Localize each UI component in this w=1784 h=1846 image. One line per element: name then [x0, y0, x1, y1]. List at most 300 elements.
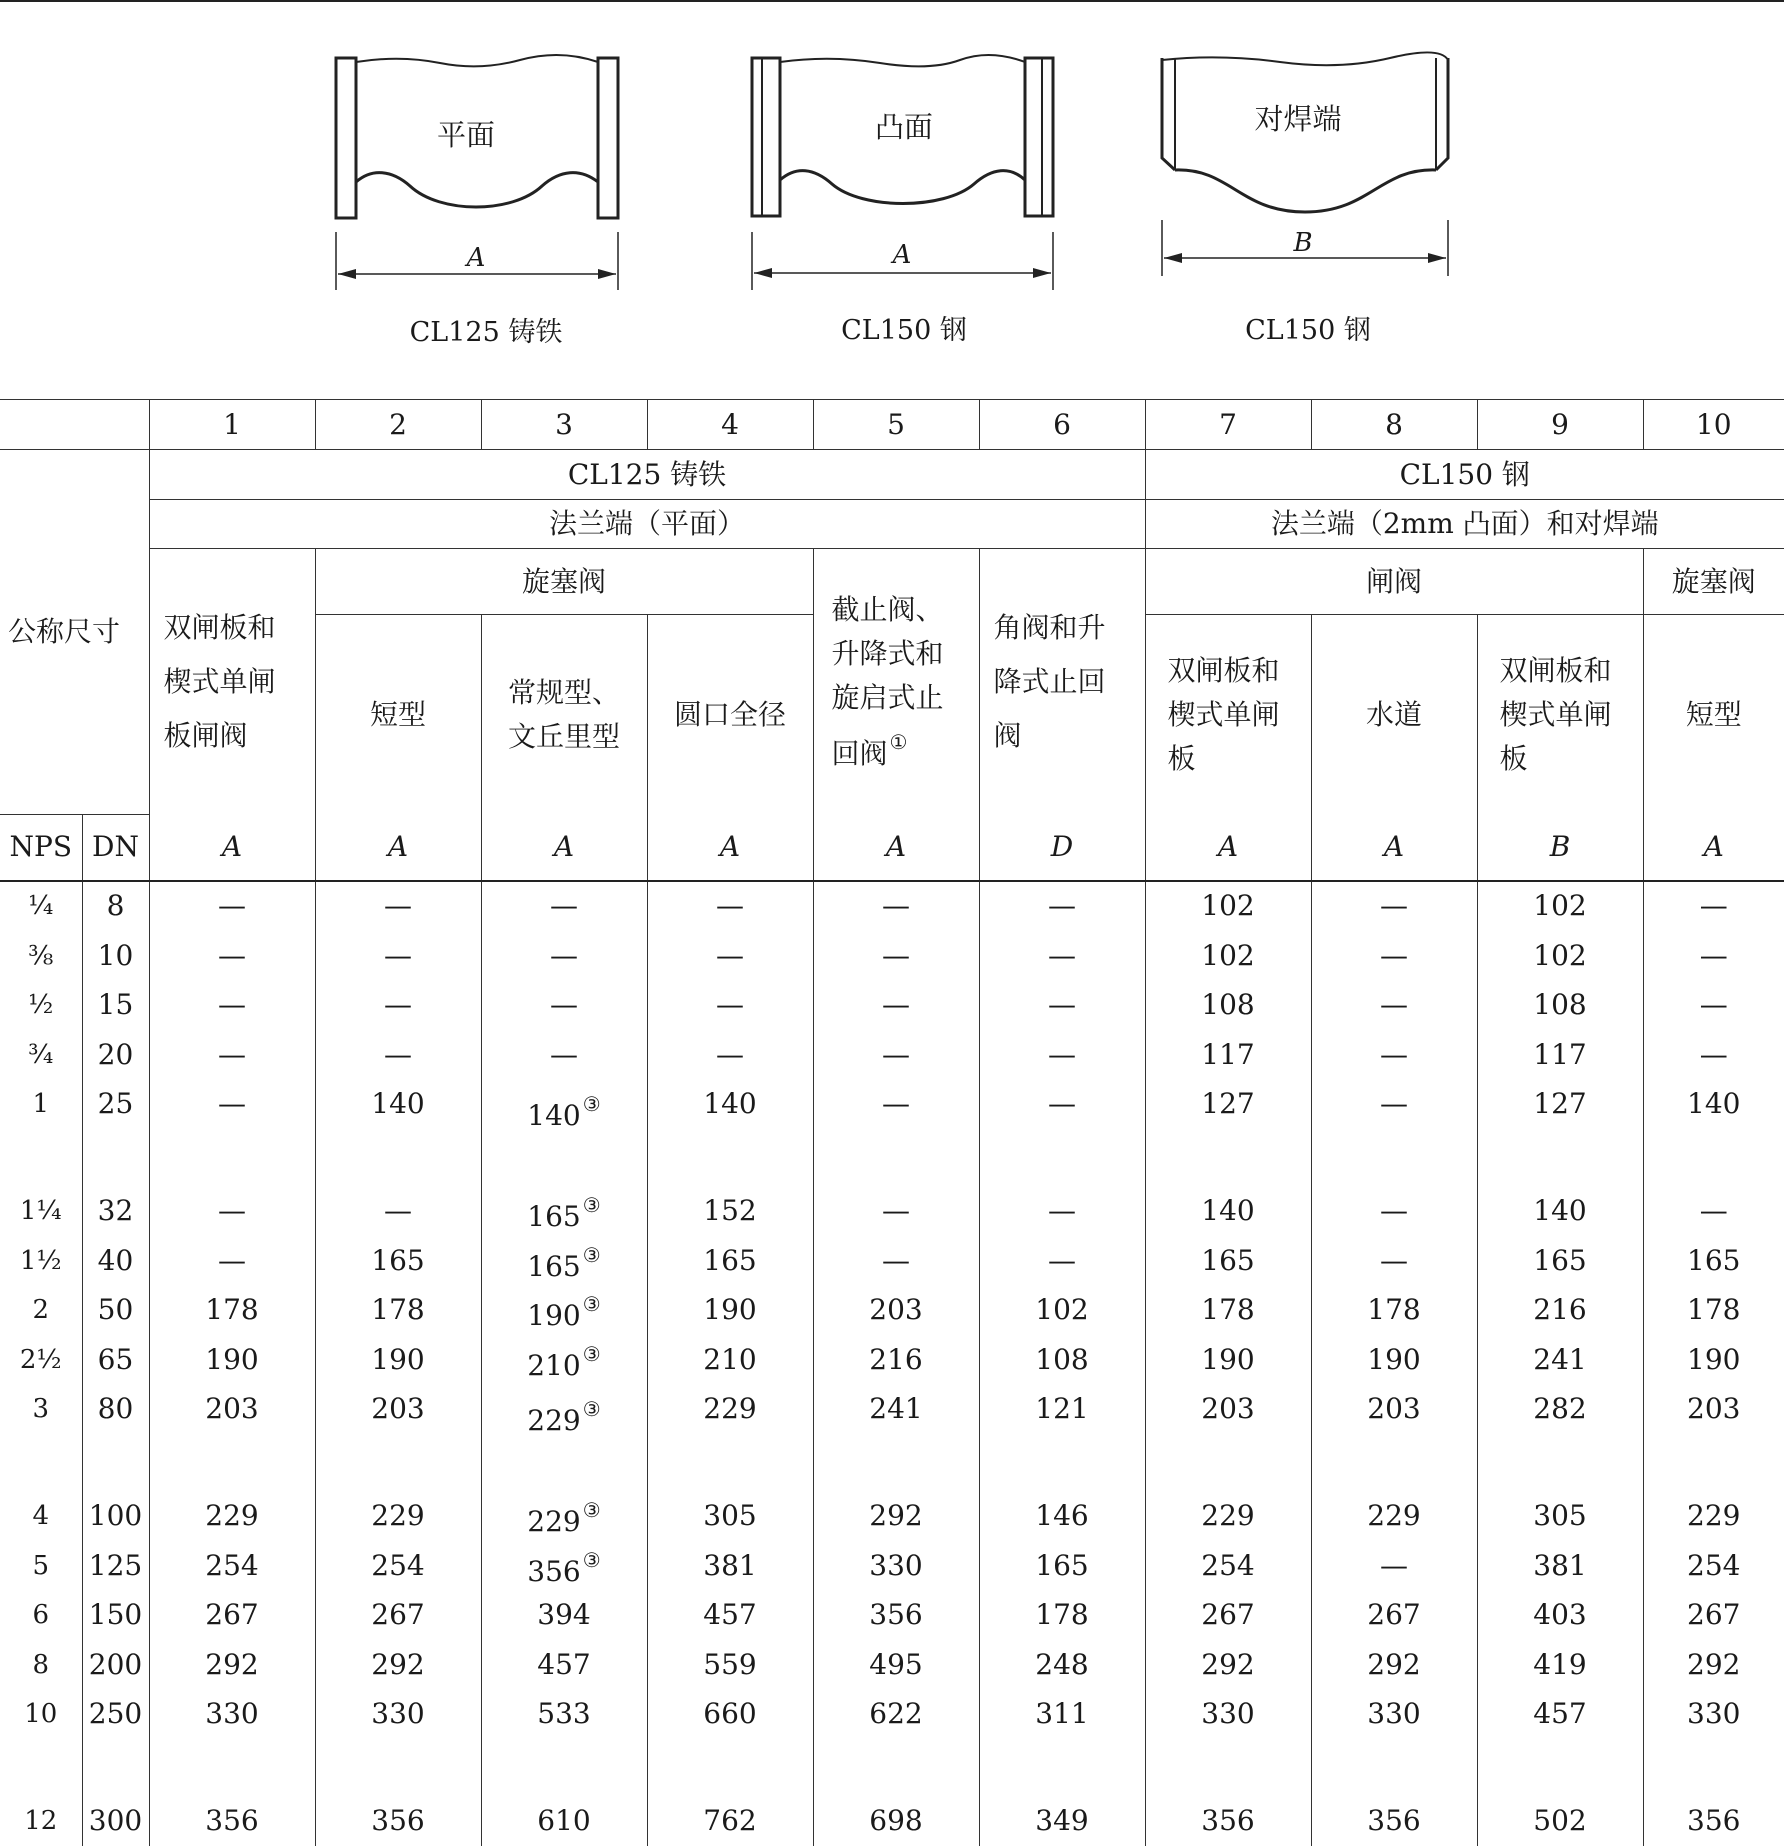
value-text: —: [882, 1244, 910, 1277]
nps-cell: 2: [0, 1286, 82, 1336]
value-cell-col-1: [149, 881, 315, 932]
symbol-col-9: B: [1477, 815, 1643, 881]
value-text: 102: [1533, 939, 1586, 972]
value-cell-col-6: [979, 1541, 1145, 1591]
table-row: [0, 981, 1784, 1031]
value-text: 241: [869, 1392, 922, 1425]
value-cell-col-9: [1477, 1080, 1643, 1187]
col-number-7: 7: [1145, 400, 1311, 450]
value-cell-col-3: [481, 1030, 647, 1080]
table-row: [0, 881, 1784, 932]
plug-valve-group-header: 旋塞阀: [315, 549, 813, 615]
value-text: 330: [371, 1697, 424, 1730]
value-text: —: [218, 1194, 246, 1227]
col10-header-short: 短型: [1643, 615, 1784, 815]
value-text: 267: [1367, 1598, 1420, 1631]
col2-header-short: 短型: [315, 615, 481, 815]
col8-header-waterway: 水道: [1311, 615, 1477, 815]
value-text: 117: [1201, 1038, 1254, 1071]
value-cell-col-6: [979, 1797, 1145, 1846]
value-cell-col-4: [647, 1690, 813, 1797]
col4-header-round-port: 圆口全径: [647, 615, 813, 815]
value-cell-col-8: [1311, 981, 1477, 1031]
value-cell-col-9: [1477, 1492, 1643, 1542]
value-cell-col-9: [1477, 1335, 1643, 1385]
value-text: 282: [1533, 1392, 1586, 1425]
value-text: 152: [703, 1194, 756, 1227]
dn-cell: 40: [82, 1236, 149, 1286]
value-cell-col-3: [481, 1080, 647, 1187]
value-text: —: [218, 1087, 246, 1120]
value-text: —: [384, 1194, 412, 1227]
table-row: [0, 1797, 1784, 1846]
value-text: 190: [371, 1343, 424, 1376]
table-row: [0, 1080, 1784, 1187]
value-cell-col-9: [1477, 931, 1643, 981]
col3-header-regular-venturi: 常规型、文丘里型: [481, 615, 647, 815]
value-cell-col-10: [1643, 1385, 1784, 1492]
value-cell-col-5: [813, 1690, 979, 1797]
value-text: 102: [1201, 939, 1254, 972]
value-cell-col-8: [1311, 931, 1477, 981]
value-text: 127: [1533, 1087, 1586, 1120]
value-cell-col-10: [1643, 1541, 1784, 1591]
value-text: 165: [527, 1200, 580, 1233]
value-cell-col-9: [1477, 1286, 1643, 1336]
value-text: 178: [1367, 1293, 1420, 1326]
value-text: 108: [1201, 988, 1254, 1021]
value-text: 216: [1533, 1293, 1586, 1326]
value-text: 146: [1035, 1499, 1088, 1532]
table-row: [0, 1236, 1784, 1286]
value-cell-col-2: [315, 1541, 481, 1591]
value-text: 305: [703, 1499, 756, 1532]
table-row: [0, 1286, 1784, 1336]
valve-end-figures: [0, 0, 1784, 400]
col5-footnote-mark: ①: [890, 730, 908, 754]
value-text: —: [882, 889, 910, 922]
value-text: —: [882, 1038, 910, 1071]
value-cell-col-2: [315, 881, 481, 932]
value-cell-col-9: [1477, 1385, 1643, 1492]
value-text: —: [218, 939, 246, 972]
value-cell-col-8: [1311, 1541, 1477, 1591]
symbol-col-7: A: [1145, 815, 1311, 881]
value-text: 330: [1201, 1697, 1254, 1730]
value-cell-col-2: [315, 931, 481, 981]
nps-cell: 5: [0, 1541, 82, 1591]
value-cell-col-8: [1311, 1690, 1477, 1797]
value-text: 140: [1533, 1194, 1586, 1227]
value-cell-col-1: [149, 1236, 315, 1286]
plug-valve-group-header-2: 旋塞阀: [1643, 549, 1784, 615]
value-cell-col-6: [979, 1080, 1145, 1187]
value-text: 178: [371, 1293, 424, 1326]
value-cell-col-8: [1311, 1797, 1477, 1846]
value-cell-col-9: [1477, 1797, 1643, 1846]
value-text: 229: [205, 1499, 258, 1532]
value-cell-col-1: [149, 931, 315, 981]
value-text: 165: [1533, 1244, 1586, 1277]
value-text: 102: [1035, 1293, 1088, 1326]
value-cell-col-5: [813, 1385, 979, 1492]
value-text: —: [882, 1087, 910, 1120]
value-text: —: [1700, 939, 1728, 972]
table-row: [0, 1492, 1784, 1542]
value-cell-col-6: [979, 1385, 1145, 1492]
value-cell-col-4: [647, 1236, 813, 1286]
value-text: 190: [1687, 1343, 1740, 1376]
table-row: [0, 1640, 1784, 1690]
value-cell-col-4: [647, 881, 813, 932]
value-cell-col-4: [647, 1030, 813, 1080]
footnote-3-mark: ③: [583, 1292, 601, 1316]
value-text: 117: [1533, 1038, 1586, 1071]
value-text: 190: [1201, 1343, 1254, 1376]
value-text: 419: [1533, 1648, 1586, 1681]
value-cell-col-8: [1311, 1385, 1477, 1492]
nps-cell: 6: [0, 1591, 82, 1641]
value-text: 190: [527, 1299, 580, 1332]
value-cell-col-5: [813, 931, 979, 981]
value-text: 254: [1687, 1549, 1740, 1582]
nps-cell: 8: [0, 1640, 82, 1690]
value-cell-col-10: [1643, 931, 1784, 981]
value-cell-col-8: [1311, 1286, 1477, 1336]
value-cell-col-5: [813, 1236, 979, 1286]
table-body: [0, 881, 1784, 1846]
value-text: 108: [1533, 988, 1586, 1021]
symbol-col-1: A: [149, 815, 315, 881]
footnote-3-mark: ③: [583, 1243, 601, 1267]
value-text: —: [1048, 1087, 1076, 1120]
nominal-size-header: 公称尺寸: [0, 450, 149, 815]
value-cell-col-8: [1311, 1187, 1477, 1237]
symbol-col-3: A: [481, 815, 647, 881]
value-text: 229: [1367, 1499, 1420, 1532]
value-text: 241: [1533, 1343, 1586, 1376]
value-text: —: [1048, 939, 1076, 972]
value-cell-col-4: [647, 1541, 813, 1591]
value-text: 165: [1687, 1244, 1740, 1277]
table-row: [0, 1187, 1784, 1237]
value-cell-col-10: [1643, 1797, 1784, 1846]
value-text: —: [882, 988, 910, 1021]
value-cell-col-9: [1477, 1591, 1643, 1641]
col5-header-globe-check-valve: [813, 549, 979, 815]
gate-valve-group-header: 闸阀: [1145, 549, 1643, 615]
value-text: 248: [1035, 1648, 1088, 1681]
value-text: —: [1048, 889, 1076, 922]
value-cell-col-7: [1145, 881, 1311, 932]
value-cell-col-8: [1311, 1640, 1477, 1690]
value-cell-col-5: [813, 1080, 979, 1187]
cl150-end-type-header: 法兰端（2mm 凸面）和对焊端: [1145, 500, 1784, 549]
value-cell-col-1: [149, 981, 315, 1031]
value-cell-col-6: [979, 1187, 1145, 1237]
value-cell-col-2: [315, 1335, 481, 1385]
cl150-steel-header: CL150 钢: [1145, 450, 1784, 500]
value-cell-col-4: [647, 931, 813, 981]
dn-cell: 10: [82, 931, 149, 981]
dn-cell: 65: [82, 1335, 149, 1385]
symbol-row: [0, 815, 1784, 881]
value-cell-col-4: [647, 1385, 813, 1492]
value-text: 330: [869, 1549, 922, 1582]
value-cell-col-3: [481, 1797, 647, 1846]
value-cell-col-9: [1477, 1236, 1643, 1286]
value-text: 254: [1201, 1549, 1254, 1582]
value-cell-col-3: [481, 1385, 647, 1492]
value-cell-col-2: [315, 1286, 481, 1336]
value-text: 140: [1201, 1194, 1254, 1227]
nps-cell: 1½: [0, 1236, 82, 1286]
dn-cell: 25: [82, 1080, 149, 1187]
value-text: —: [1048, 1038, 1076, 1071]
value-text: 349: [1035, 1804, 1088, 1837]
value-cell-col-10: [1643, 1335, 1784, 1385]
nps-cell: 3: [0, 1385, 82, 1492]
value-cell-col-1: [149, 1690, 315, 1797]
value-cell-col-7: [1145, 1030, 1311, 1080]
value-text: 267: [1687, 1598, 1740, 1631]
value-cell-col-6: [979, 931, 1145, 981]
value-text: 381: [1533, 1549, 1586, 1582]
value-cell-col-3: [481, 981, 647, 1031]
value-cell-col-4: [647, 1080, 813, 1187]
table-row: [0, 1335, 1784, 1385]
value-cell-col-2: [315, 1640, 481, 1690]
value-text: 330: [1367, 1697, 1420, 1730]
value-cell-col-10: [1643, 1236, 1784, 1286]
value-cell-col-2: [315, 1492, 481, 1542]
value-cell-col-1: [149, 1591, 315, 1641]
value-text: —: [218, 889, 246, 922]
value-text: —: [1380, 1194, 1408, 1227]
value-text: —: [218, 1038, 246, 1071]
value-text: 356: [1201, 1804, 1254, 1837]
value-cell-col-9: [1477, 1640, 1643, 1690]
value-cell-col-4: [647, 1492, 813, 1542]
dn-cell: 8: [82, 881, 149, 932]
value-cell-col-7: [1145, 1640, 1311, 1690]
col-number-9: 9: [1477, 400, 1643, 450]
value-text: 229: [1687, 1499, 1740, 1532]
value-text: 533: [537, 1697, 590, 1730]
value-text: —: [1048, 1244, 1076, 1277]
value-text: —: [550, 988, 578, 1021]
value-text: 495: [869, 1648, 922, 1681]
value-cell-col-2: [315, 1030, 481, 1080]
value-cell-col-1: [149, 1541, 315, 1591]
col6-header-angle-valve: 角阀和升降式止回阀: [979, 549, 1145, 815]
value-cell-col-2: [315, 981, 481, 1031]
value-cell-col-5: [813, 1335, 979, 1385]
value-cell-col-9: [1477, 981, 1643, 1031]
value-text: 229: [527, 1404, 580, 1437]
cl125-end-type-header: 法兰端（平面）: [149, 500, 1145, 549]
value-cell-col-10: [1643, 1286, 1784, 1336]
value-cell-col-6: [979, 1492, 1145, 1542]
value-text: 190: [1367, 1343, 1420, 1376]
value-text: 203: [869, 1293, 922, 1326]
value-text: —: [384, 889, 412, 922]
value-cell-col-9: [1477, 881, 1643, 932]
value-cell-col-6: [979, 1640, 1145, 1690]
table-row: [0, 1541, 1784, 1591]
figure-1-caption: CL125 铸铁: [410, 318, 563, 348]
value-cell-col-8: [1311, 1030, 1477, 1080]
value-cell-col-7: [1145, 1797, 1311, 1846]
table-row: [0, 931, 1784, 981]
blank-corner: [0, 400, 149, 450]
value-text: —: [716, 1038, 744, 1071]
figure-3-dimension-label: B: [1293, 228, 1312, 258]
value-cell-col-8: [1311, 1236, 1477, 1286]
value-text: 356: [527, 1555, 580, 1588]
nps-cell: 4: [0, 1492, 82, 1542]
dn-header: DN: [82, 815, 149, 881]
value-text: 165: [371, 1244, 424, 1277]
value-cell-col-2: [315, 1690, 481, 1797]
value-text: 178: [1687, 1293, 1740, 1326]
value-text: 502: [1533, 1804, 1586, 1837]
value-text: 292: [371, 1648, 424, 1681]
value-text: 165: [527, 1250, 580, 1283]
value-cell-col-5: [813, 1187, 979, 1237]
dn-cell: 250: [82, 1690, 149, 1797]
value-text: —: [1380, 988, 1408, 1021]
value-cell-col-2: [315, 1591, 481, 1641]
value-text: 356: [869, 1598, 922, 1631]
value-cell-col-5: [813, 1541, 979, 1591]
value-cell-col-6: [979, 1286, 1145, 1336]
value-cell-col-4: [647, 1591, 813, 1641]
table-row: [0, 1591, 1784, 1641]
col-number-2: 2: [315, 400, 481, 450]
value-cell-col-1: [149, 1030, 315, 1080]
value-cell-col-10: [1643, 1492, 1784, 1542]
cl125-cast-iron-header: CL125 铸铁: [149, 450, 1145, 500]
value-text: 698: [869, 1804, 922, 1837]
face-to-face-dimension-table: [0, 399, 1784, 1846]
value-text: 203: [371, 1392, 424, 1425]
value-text: 381: [703, 1549, 756, 1582]
value-text: 127: [1201, 1087, 1254, 1120]
value-text: —: [550, 939, 578, 972]
figure-2-dimension-label: A: [893, 240, 912, 270]
value-text: 403: [1533, 1598, 1586, 1631]
value-text: 165: [1201, 1244, 1254, 1277]
symbol-col-4: A: [647, 815, 813, 881]
value-text: 660: [703, 1697, 756, 1730]
table-row: [0, 1690, 1784, 1797]
footnote-3-mark: ③: [583, 1548, 601, 1572]
value-text: 292: [869, 1499, 922, 1532]
dn-cell: 100: [82, 1492, 149, 1542]
value-text: —: [1380, 1038, 1408, 1071]
value-cell-col-3: [481, 1236, 647, 1286]
value-text: 267: [371, 1598, 424, 1631]
value-cell-col-1: [149, 1187, 315, 1237]
value-text: 457: [1533, 1697, 1586, 1730]
value-cell-col-7: [1145, 1335, 1311, 1385]
value-text: 610: [537, 1804, 590, 1837]
value-text: —: [716, 988, 744, 1021]
value-cell-col-7: [1145, 1286, 1311, 1336]
value-cell-col-5: [813, 1640, 979, 1690]
value-text: —: [1700, 1038, 1728, 1071]
value-cell-col-6: [979, 1591, 1145, 1641]
value-cell-col-7: [1145, 981, 1311, 1031]
col-number-10: 10: [1643, 400, 1784, 450]
value-text: 292: [205, 1648, 258, 1681]
value-cell-col-6: [979, 981, 1145, 1031]
value-cell-col-7: [1145, 1187, 1311, 1237]
value-cell-col-10: [1643, 1030, 1784, 1080]
value-text: 140: [1687, 1087, 1740, 1120]
value-text: 178: [1201, 1293, 1254, 1326]
symbol-col-2: A: [315, 815, 481, 881]
value-cell-col-6: [979, 1236, 1145, 1286]
value-cell-col-4: [647, 1335, 813, 1385]
value-text: 178: [1035, 1598, 1088, 1631]
value-text: —: [1380, 1087, 1408, 1120]
value-text: —: [384, 939, 412, 972]
figure-1-face-label: 平面: [437, 120, 495, 150]
dn-cell: 200: [82, 1640, 149, 1690]
nps-cell: 10: [0, 1690, 82, 1797]
dn-cell: 125: [82, 1541, 149, 1591]
value-text: 203: [1687, 1392, 1740, 1425]
value-text: 229: [1201, 1499, 1254, 1532]
value-cell-col-3: [481, 1591, 647, 1641]
symbol-col-6: D: [979, 815, 1145, 881]
col-number-1: 1: [149, 400, 315, 450]
value-cell-col-8: [1311, 1492, 1477, 1542]
value-cell-col-10: [1643, 1690, 1784, 1797]
value-text: 267: [1201, 1598, 1254, 1631]
value-text: 622: [869, 1697, 922, 1730]
value-text: 356: [1367, 1804, 1420, 1837]
value-cell-col-2: [315, 1797, 481, 1846]
value-cell-col-10: [1643, 1640, 1784, 1690]
value-text: 190: [703, 1293, 756, 1326]
footnote-3-mark: ③: [583, 1193, 601, 1217]
value-text: —: [1380, 889, 1408, 922]
symbol-col-10: A: [1643, 815, 1784, 881]
value-text: 330: [205, 1697, 258, 1730]
value-text: 311: [1035, 1697, 1088, 1730]
col-number-6: 6: [979, 400, 1145, 450]
value-text: —: [1380, 1244, 1408, 1277]
value-cell-col-5: [813, 1591, 979, 1641]
value-cell-col-9: [1477, 1690, 1643, 1797]
value-cell-col-2: [315, 1236, 481, 1286]
value-cell-col-7: [1145, 1080, 1311, 1187]
footnote-3-mark: ③: [583, 1397, 601, 1421]
value-cell-col-9: [1477, 1187, 1643, 1237]
dn-cell: 150: [82, 1591, 149, 1641]
value-cell-col-10: [1643, 881, 1784, 932]
value-cell-col-6: [979, 881, 1145, 932]
value-text: 178: [205, 1293, 258, 1326]
value-cell-col-3: [481, 881, 647, 932]
value-text: —: [1048, 988, 1076, 1021]
value-cell-col-3: [481, 1187, 647, 1237]
value-text: 108: [1035, 1343, 1088, 1376]
value-cell-col-7: [1145, 1492, 1311, 1542]
